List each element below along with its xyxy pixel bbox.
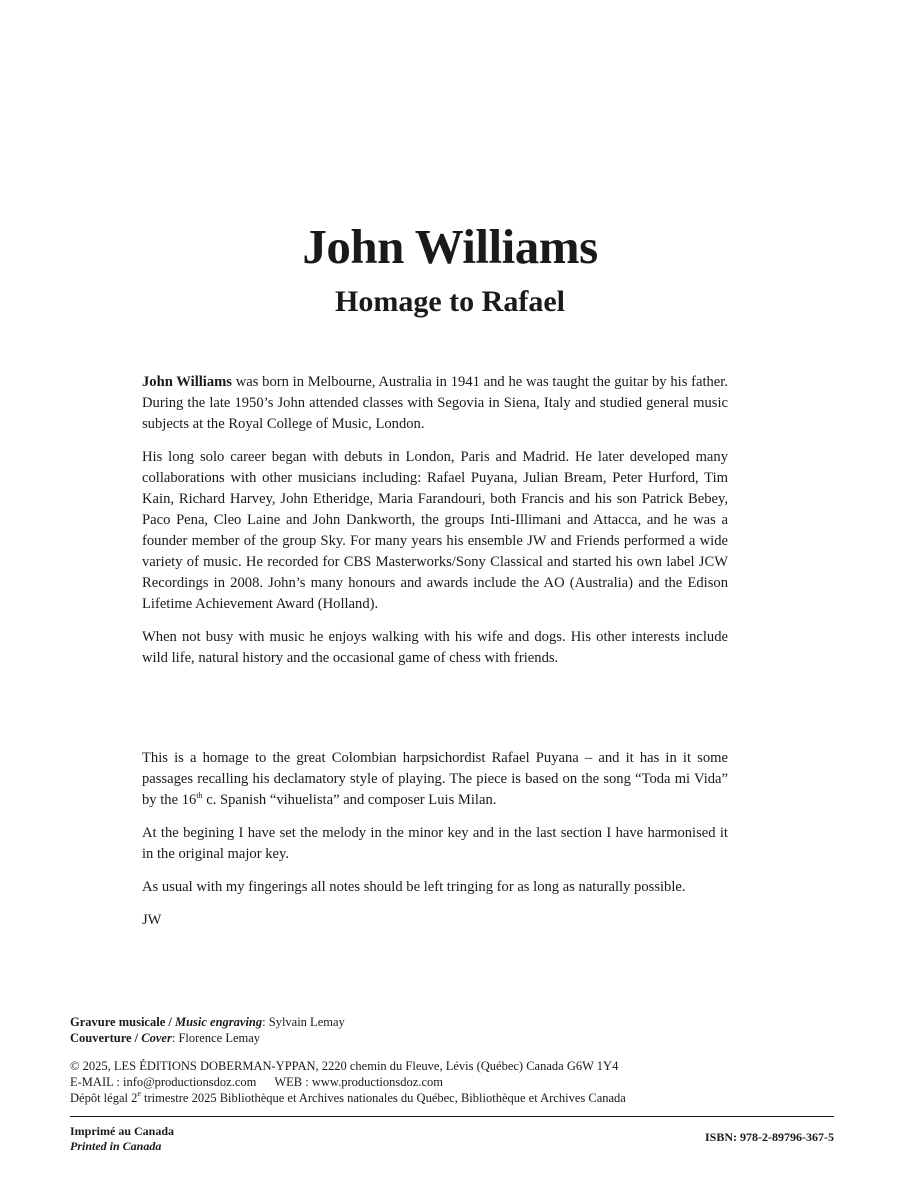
isbn-label: ISBN: 978-2-89796-367-5	[705, 1130, 834, 1144]
web-text: WEB : www.productionsdoz.com	[274, 1075, 443, 1089]
engraving-credit	[70, 1014, 834, 1030]
legal-block	[70, 1058, 834, 1106]
credits-block	[70, 1014, 834, 1046]
biography-section	[142, 372, 728, 681]
notes-paragraph-3: As usual with my fingerings all notes should be left tringing for as long as naturally possible.	[142, 879, 686, 895]
footer-divider	[70, 1116, 834, 1117]
notes-paragraph-2: At the begining I have set the melody in the minor key and in the last section I have harmonised it in the original major key.	[142, 825, 728, 862]
biography-paragraph-2: His long solo career began with debuts in London, Paris and Madrid. He later developed many collaborations with other musicians including: Rafael Puyana, Julian Bream, Peter Hurford, Tim Kain, Richard Harvey, John Etheridge, Maria Farandouri, both Francis and his son Patrick Bebey, Paco Pena, Cleo Laine and John Dankworth, the groups Inti-Illimani and Attacca, and he was a founder member of the group Sky. For many years his ensemble JW and Friends performed a wide variety of music. He recorded for CBS Masterworks/Sony Classical and started his own label JCW Recordings in 2008. John’s many honours and awards include the AO (Australia) and the Edison Lifetime Achievement Award (Holland).	[142, 449, 728, 612]
legal-deposit-line	[70, 1090, 834, 1106]
notes-paragraph-1-text-end: c. Spanish “vihuelista” and composer Luis Milan.	[202, 792, 497, 808]
legal-deposit-text: Dépôt légal 2	[70, 1091, 138, 1105]
ordinal-suffix: th	[196, 791, 203, 800]
copyright-line: © 2025, LES ÉDITIONS DOBERMAN-YPPAN, 2220 chemin du Fleuve, Lévis (Québec) Canada G6W 1Y4	[70, 1059, 619, 1073]
page-subtitle: Homage to Rafael	[335, 285, 565, 318]
engraving-value: : Sylvain Lemay	[262, 1015, 345, 1029]
notes-paragraph-1	[142, 748, 728, 811]
biography-paragraph-1-text: was born in Melbourne, Australia in 1941 and he was taught the guitar by his father. During the late 1950’s John attended classes with Segovia in Siena, Italy and studied general music subjects at the Royal College of Music, London.	[142, 374, 728, 432]
notes-paragraph-1-text: This is a homage to the great Colombian harpsichordist Rafael Puyana – and it has in it some passages recalling his declamatory style of playing. The piece is based on the song “Toda mi Vida” by the 16	[142, 750, 728, 808]
engraving-label-english: Music engraving	[174, 1015, 263, 1029]
printed-in-block	[70, 1124, 174, 1154]
biography-paragraph-1	[142, 372, 728, 435]
cover-value: : Florence Lemay	[171, 1031, 261, 1045]
contact-line	[70, 1074, 834, 1090]
printed-in-english: Printed in Canada	[70, 1139, 162, 1153]
email-text: E-MAIL : info@productionsdoz.com	[70, 1075, 257, 1089]
biography-paragraph-3: When not busy with music he enjoys walking with his wife and dogs. His other interests include wild life, natural history and the occasional game of chess with friends.	[142, 629, 728, 666]
signature: JW	[142, 912, 162, 928]
cover-label-english: Cover	[141, 1031, 172, 1045]
biography-name: John Williams	[142, 374, 232, 390]
legal-deposit-text-end: trimestre 2025 Bibliothèque et Archives nationales du Québec, Bibliothèque et Archives Canada	[140, 1091, 626, 1105]
composer-notes-section	[142, 748, 728, 943]
page-title: John Williams	[302, 219, 598, 274]
ordinal-suffix: e	[137, 1089, 141, 1098]
cover-credit	[70, 1030, 834, 1046]
cover-label: Couverture /	[70, 1031, 142, 1045]
engraving-label: Gravure musicale /	[70, 1015, 175, 1029]
printed-in-french: Imprimé au Canada	[70, 1124, 175, 1138]
